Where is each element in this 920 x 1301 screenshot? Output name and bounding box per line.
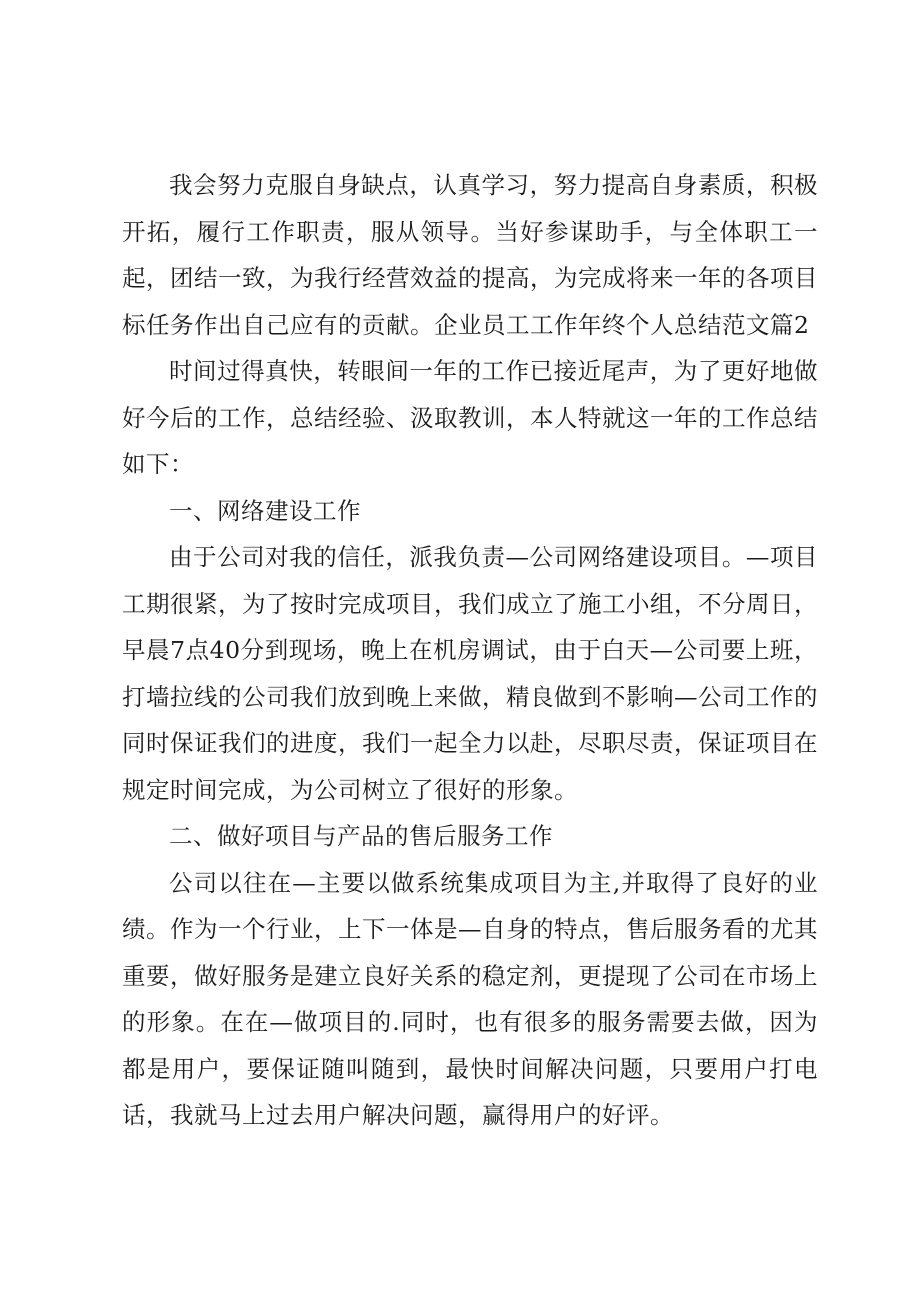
document-body [122,162,818,1139]
section-heading-after-sales: 二、做好项目与产品的售后服务工作 [169,822,553,850]
paragraph-after-sales: 公司以往在—主要以做系统集成项目为主,并取得了良好的业绩。作为一个行业，上下一体是—自身的特点，售后服务看的尤其重要，做好服务是建立良好关系的稳定剂，更提现了公司在市场上的形象。在在—做项目的.同时，也有很多的服务需要去做，因为都是用户，要保证随叫随到，最快时间解决问题，只要用户打电话，我就马上过去用户解决问题，赢得用户的好评。 [122,868,818,1129]
paragraph-network-project: 由于公司对我的信任，派我负责—公司网络建设项目。—项目工期很紧，为了按时完成项目，我们成立了施工小组，不分周日，早晨7点40分到现场，晚上在机房调试，由于白天—公司要上班，打墙拉线的公司我们放到晚上来做，精良做到不影响—公司工作的同时保证我们的进度，我们一起全力以赴，尽职尽责，保证项目在规定时间完成，为公司树立了很好的形象。 [122,543,818,804]
section-heading-network: 一、网络建设工作 [169,496,361,525]
paragraph-intro: 时间过得真快，转眼间一年的工作已接近尾声，为了更好地做好今后的工作，总结经验、汲取教训，本人特就这一年的工作总结如下： [122,357,818,478]
paragraph-closing-commitment: 我会努力克服自身缺点，认真学习，努力提高自身素质，积极开拓，履行工作职责，服从领导。当好参谋助手，与全体职工一起，团结一致，为我行经营效益的提高，为完成将来一年的各项目标任务作出自己应有的贡献。企业员工工作年终个人总结范文篇2 [122,171,818,339]
